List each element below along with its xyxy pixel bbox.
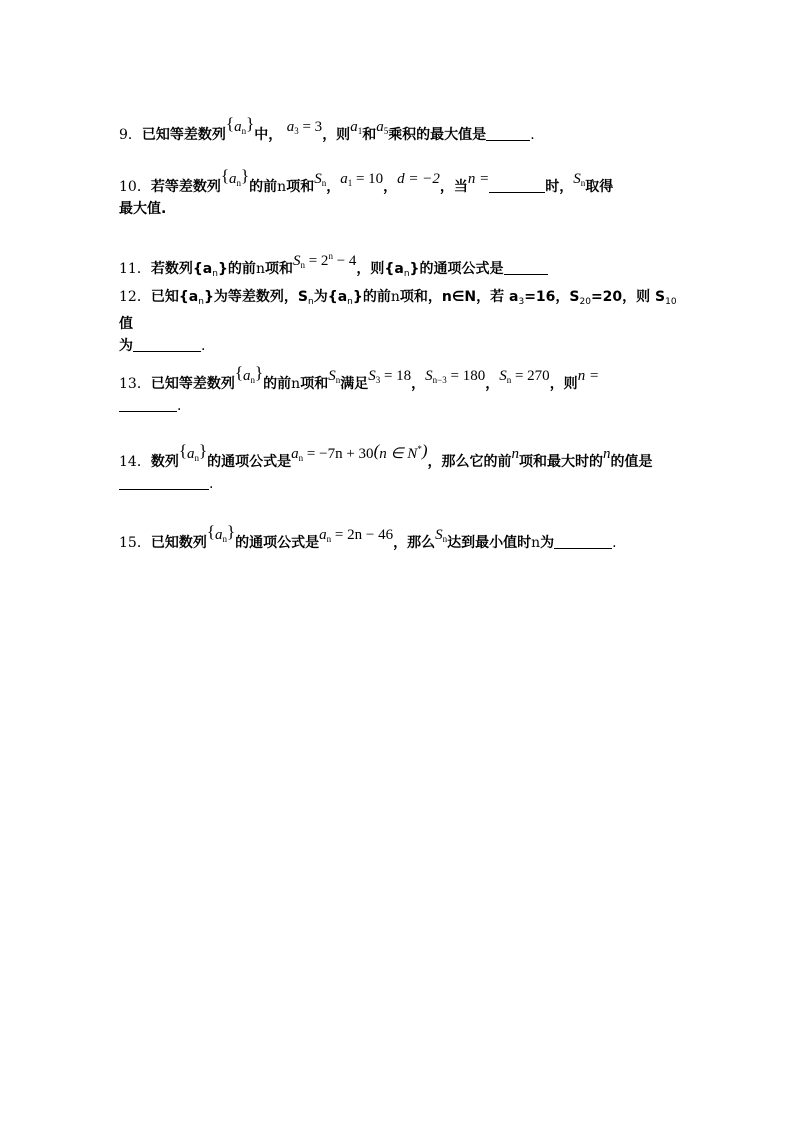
question-11: 11．若数列$\{a_n\}$的前n项和$S_n = 2^n - 4$，则$\{a_n\}$的通项公式是 — [119, 244, 679, 286]
sequence-symbol: $\{a_n\}$ — [220, 166, 250, 188]
question-number: 12． — [119, 289, 151, 305]
sequence-symbol: $\{a_n\}$ — [225, 114, 255, 136]
formula: n = — [467, 171, 490, 187]
formula: $S_n$ — [435, 527, 448, 544]
question-9: 9．已知等差数列$\{a_n\}$中， $a_3 = 3$，则$a_1$和$a_5$乘积的最大值是 . — [119, 114, 535, 143]
formula: $S_{n-3} = 180$ — [425, 368, 486, 385]
formula: $S_n$ — [314, 171, 327, 188]
formula: $a_n = 2n - 46$ — [319, 527, 394, 544]
answer-blank[interactable] — [119, 397, 177, 412]
formula: n — [511, 446, 519, 462]
sequence-symbol: $\{a_n\}$ — [234, 363, 264, 385]
question-15: 15．已知数列$\{a_n\}$的通项公式是$a_n = 2n - 46$，那么$S_n$达到最小值时n为 . — [119, 522, 617, 551]
answer-blank[interactable] — [486, 126, 530, 141]
formula: $a_1 = 10$ — [340, 171, 384, 188]
question-number: 9． — [119, 127, 142, 143]
question-number: 13． — [119, 376, 151, 392]
formula: $S_n = 2^n - 4$ — [292, 251, 357, 270]
answer-blank[interactable] — [489, 178, 545, 193]
formula: n = — [577, 368, 600, 384]
question-number: 15． — [119, 535, 151, 551]
formula: $a_5$ — [376, 119, 389, 136]
formula: $S_n$ — [573, 171, 586, 188]
formula: $S_3 = 18$ — [368, 368, 412, 385]
formula: $S_n = 270$ — [499, 368, 550, 385]
question-14: 14．数列$\{a_n\}$的通项公式是$a_n = -7n + 30(n$ ∈ N*)，那么它的前n项和最大时的n的值是 . — [119, 441, 653, 492]
formula: $S_n$ — [328, 368, 341, 385]
sequence-symbol: $\{a_n\}$ — [178, 441, 208, 463]
answer-blank[interactable] — [133, 337, 201, 352]
formula: n — [602, 446, 611, 462]
sequence-symbol: $\{a_n\}$ — [206, 522, 236, 544]
formula: d = −2 — [397, 171, 440, 187]
answer-blank[interactable] — [119, 475, 209, 490]
answer-blank[interactable] — [554, 534, 612, 549]
formula: $a_1$ — [350, 119, 363, 136]
question-13: 13．已知等差数列$\{a_n\}$的前n项和$S_n$满足$S_3 = 18$，$S_{n-3} = 180$，$S_n = 270$，则n = . — [119, 363, 600, 414]
answer-blank[interactable] — [504, 260, 548, 275]
formula: $a_n = -7n + 30(n$ ∈ N*) — [291, 441, 428, 463]
question-number: 14． — [119, 454, 151, 470]
question-10: 10．若等差数列$\{a_n\}$的前n项和$S_n$，$a_1 = 10$，d = −2，当n = 时，$S_n$取得 最大值. — [119, 166, 614, 217]
formula: $a_3 = 3$ — [286, 119, 323, 136]
question-number: 11． — [119, 261, 151, 277]
question-number: 10． — [119, 179, 151, 195]
question-12: 12．已知$\{a_n\}$为等差数列，$S_n$为$\{a_n\}$的前n项和，n∈N，若 $a_3=16$，$S_{20}=20$，则 $S_{10}$值 为 . — [119, 289, 677, 354]
